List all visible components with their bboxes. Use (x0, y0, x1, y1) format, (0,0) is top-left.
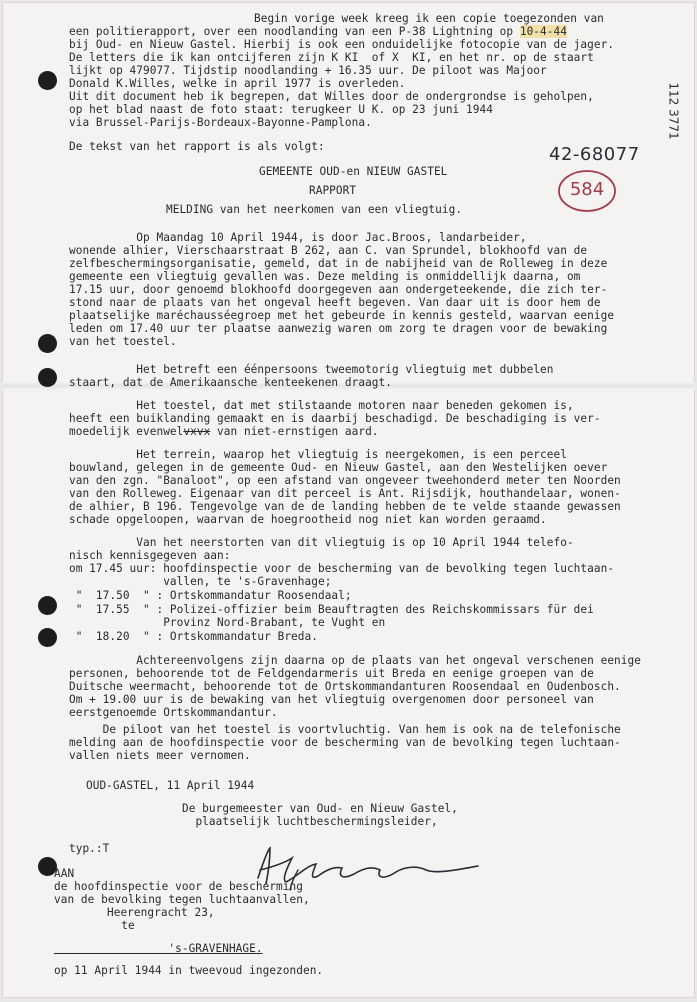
body-line: personen, behoorende tot de Feldgendarmeris uit Breda en eenige groepen van de (69, 667, 594, 680)
report-subject: MELDING van het neerkomen van een vliegtuig. (166, 203, 463, 216)
address-line: de hoofdinspectie voor de bescherming (54, 880, 303, 893)
body-line: zelfbeschermingsorganisatie, gemeld, dat in de nabijheid van de Rolleweg in deze (69, 257, 608, 270)
body-line: Het betreft een éénpersoons tweemotorig vliegtuig met dubbelen (69, 363, 554, 376)
document-page (2, 2, 695, 998)
intro-line: een politierapport, over een noodlanding van een P-38 Lightning op 10-4-44 (69, 25, 567, 38)
body-line: Het terrein, waarop het vliegtuig is neergekomen, is een perceel (69, 448, 567, 461)
body-line: van den zgn. "Banaloot", op een afstand van ongeveer tweehonderd meter ten Noorden (69, 474, 621, 487)
body-line: heeft een buiklanding gemaakt en is daarbij beschadigd. De beschadiging is ver- (69, 412, 601, 425)
body-line: plaatselijke maréchausséegroep met het gebeurde in kennis gesteld, waarvan eenige (69, 309, 615, 322)
intro-line: Begin vorige week kreeg ik een copie toegezonden van (254, 12, 604, 25)
body-line: vallen niets meer vernomen. (69, 749, 251, 762)
intro-line: De letters die ik kan ontcijferen zijn K KI of X KI, en het nr. op de staart (69, 51, 594, 64)
body-line: 17.15 uur, door genoemd blokhoofd doorgegeven aan ondergeteekende, die zich ter- (69, 283, 608, 296)
intro-line: bij Oud- en Nieuw Gastel. Hierbij is ook een onduidelijke fotocopie van de jager. (69, 38, 615, 51)
place-date: OUD-GASTEL, 11 April 1944 (86, 779, 255, 792)
body-line: De piloot van het toestel is voortvluchtig. Van hem is ook na de telefonische (69, 723, 621, 736)
body-line: schade opgeloopen, waarvan de hoegrootheid nog niet kan worden geraamd. (69, 513, 547, 526)
intro-line: lijkt op 479077. Tijdstip noodlanding + 16.35 uur. De piloot was Majoor (69, 64, 547, 77)
body-line: bouwland, gelegen in de gemeente Oud- en Nieuw Gastel, aan den Westelijken oever (69, 461, 608, 474)
punch-hole (38, 368, 57, 387)
body-line: " 18.20 " : Ortskommandatur Breda. (69, 630, 318, 643)
body-line: moedelijk evenwelvxvx van niet-ernstigen aard. (69, 425, 379, 438)
body-line: van het toestel. (69, 335, 177, 348)
signatory-line: De burgemeester van Oud- en Nieuw Gastel, (182, 802, 458, 815)
punch-hole (38, 334, 57, 353)
body-line: Van het neerstorten van dit vliegtuig is op 10 April 1944 telefo- (69, 536, 574, 549)
body-line: Het toestel, dat met stilstaande motoren naar beneden gekomen is, (69, 399, 574, 412)
intro-line: op het blad naast de foto staat: terugkeer U K. op 23 juni 1944 (69, 103, 493, 116)
highlighted-date: 10-4-44 (519, 25, 567, 38)
address-line: van de bevolking tegen luchtaanvallen, (54, 893, 310, 906)
case-number: 42-68077 (549, 144, 640, 165)
report-title: RAPPORT (309, 184, 357, 197)
body-line: Achtereenvolgens zijn daarna op de plaats van het ongeval verschenen eenige (69, 654, 641, 667)
body-line: Op Maandag 10 April 1944, is door Jac.Broos, landarbeider, (69, 231, 527, 244)
address-line: te (54, 919, 135, 932)
struck-text: vxvx (183, 425, 211, 438)
body-line: melding aan de hoofdinspectie voor de bescherming van de bevolking tegen luchtaan- (69, 736, 621, 749)
body-line: Duitsche weermacht, behoorende tot de Ortskommandanturen Roosendaal en Oudenbosch. (69, 680, 621, 693)
municipality-heading: GEMEENTE OUD-en NIEUW GASTEL (259, 165, 448, 178)
body-line: wonende alhier, Vierschaarstraat B 262, aan C. van Sprundel, blokhoofd van de (69, 244, 588, 257)
body-line: " 17.50 " : Ortskommandatur Roosendaal; (69, 589, 352, 602)
punch-hole (38, 628, 57, 647)
signatory-line: plaatselijk luchtbeschermingsleider, (182, 815, 438, 828)
body-line: Provinz Nord-Brabant, te Vught en (69, 616, 386, 629)
address-line: AAN (54, 867, 75, 880)
body-line: nisch kennisgegeven aan: (69, 549, 231, 562)
body-line: van den Rolleweg. Eigenaar van dit perceel is Ant. Rijsdijk, houthandelaar, wonen- (69, 487, 621, 500)
address-line: Heerengracht 23, (107, 906, 215, 919)
body-line: eerstgenoemde Ortskommandantur. (69, 706, 278, 719)
address-city: 's-GRAVENHAGE. (54, 942, 263, 955)
footer-note: op 11 April 1944 in tweevoud ingezonden. (54, 964, 324, 977)
circled-number: 584 (557, 168, 617, 214)
body-line: gemeente een vliegtuig gevallen was. Deze melding is onmiddellijk daarna, om (69, 270, 581, 283)
report-intro: De tekst van het rapport is als volgt: (69, 140, 325, 153)
punch-hole (38, 71, 57, 90)
body-line: vallen, te 's-Gravenhage; (69, 575, 332, 588)
punch-hole (38, 596, 57, 615)
body-line: leden om 17.40 uur ter plaatse aanwezig waren om zorg te dragen voor de bewaking (69, 322, 608, 335)
intro-line: Donald K.Willes, welke in april 1977 is overleden. (69, 77, 406, 90)
margin-note: 112 3771 (666, 82, 681, 140)
intro-line: via Brussel-Parijs-Bordeaux-Bayonne-Pamplona. (69, 116, 372, 129)
body-line: stond naar de plaats van het ongeval heeft begeven. Van daar uit is door hem de (69, 296, 601, 309)
body-line: om 17.45 uur: hoofdinspectie voor de bescherming van de bevolking tegen luchtaan- (69, 562, 615, 575)
body-line: " 17.55 " : Polizei-offizier beim Beauftragten des Reichskommissars für dei (69, 603, 594, 616)
body-line: staart, dat de Amerikaansche kenteekenen draagt. (69, 376, 392, 389)
body-line: Om + 19.00 uur is de bewaking van het vliegtuig overgenomen door personeel van (69, 693, 594, 706)
typist-mark: typ.:T (69, 842, 110, 855)
body-line: de alhier, B 196. Tengevolge van de de landing hebben de te velde staande gewassen (69, 500, 621, 513)
intro-line: Uit dit document heb ik begrepen, dat Willes door de ondergrondse is geholpen, (69, 90, 594, 103)
